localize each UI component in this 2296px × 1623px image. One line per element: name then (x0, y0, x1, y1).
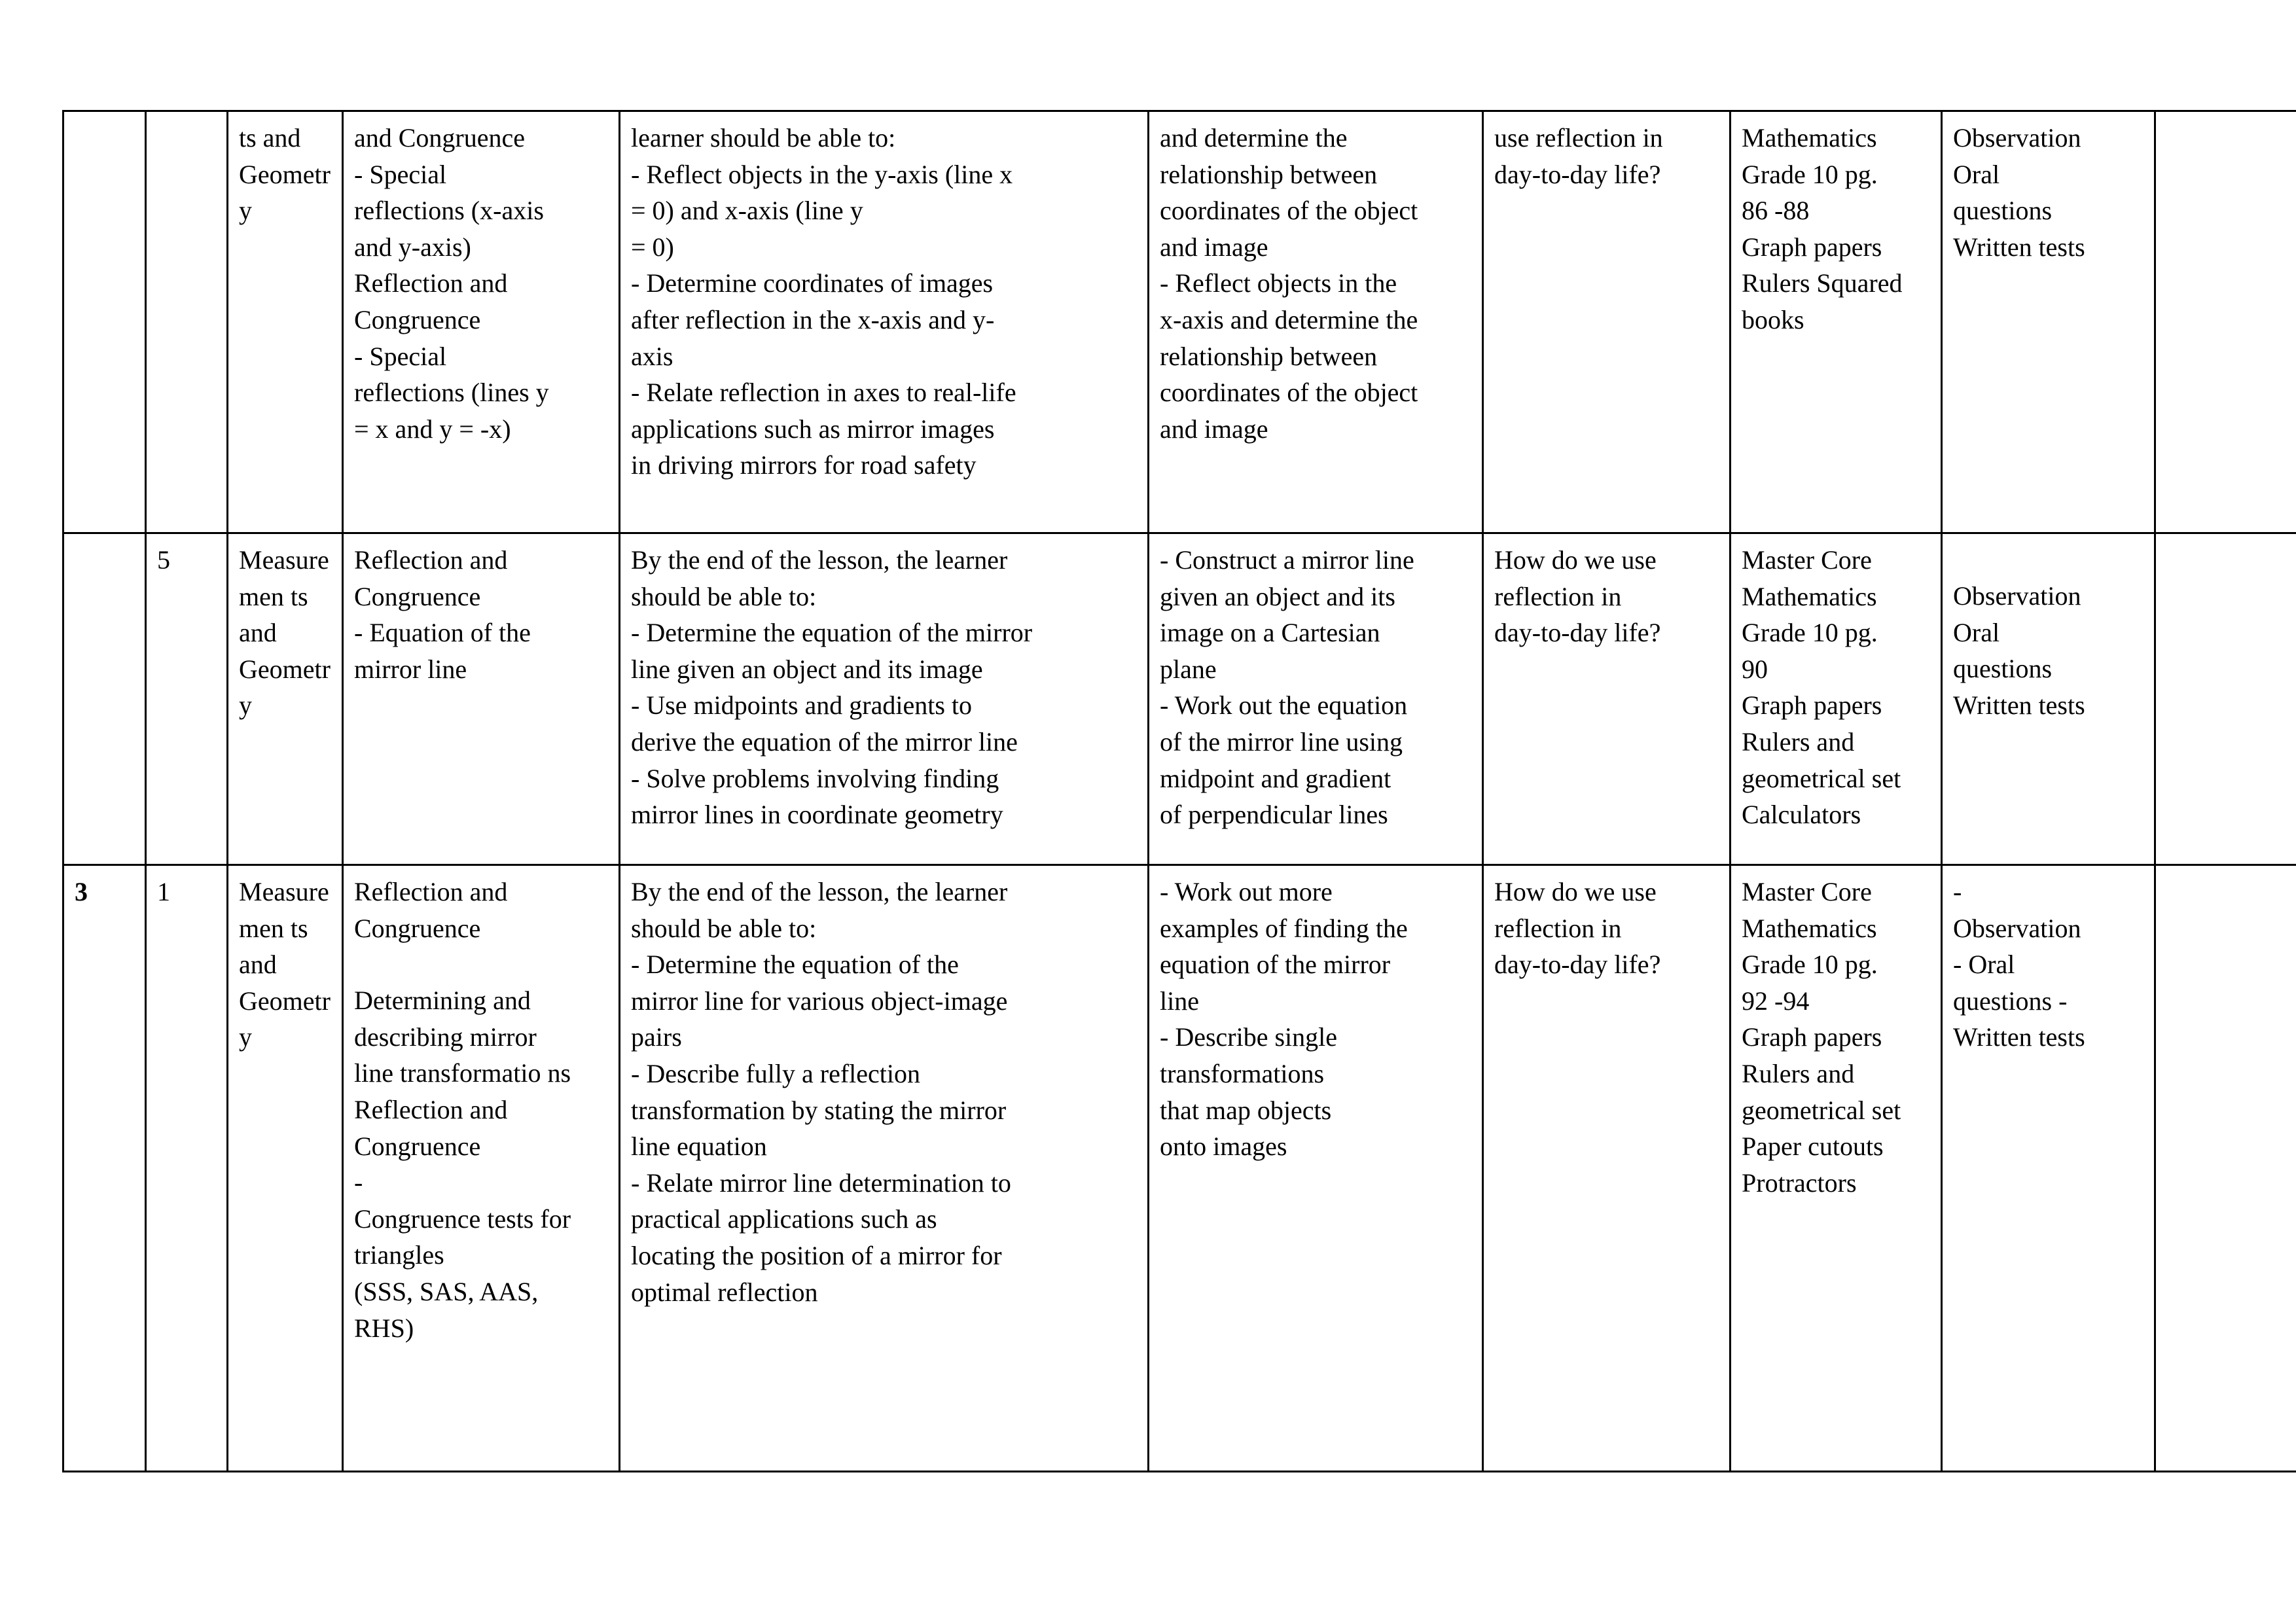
cell-text-line: - Relate mirror line determination to (631, 1168, 1011, 1198)
cell-outcomes (620, 865, 1149, 1472)
cell-text-line: and determine the (1160, 123, 1348, 152)
cell-text-line: 86 -88 (1742, 196, 1810, 226)
cell-text-line: Geometry (239, 654, 331, 721)
cell-text-line: Graph papers (1742, 1022, 1882, 1052)
cell-text-line: - Special (354, 159, 447, 189)
cell-text-line: - Use midpoints and gradients to (631, 690, 973, 721)
cell-text-line: day-to-day life? (1494, 618, 1661, 648)
cell-text-line: Grade 10 pg. (1742, 950, 1878, 980)
cell-text-line: after reflection in the x-axis and y- (631, 304, 995, 334)
cell-text-line: Rulers and (1742, 726, 1855, 757)
cell-text-line: Reflection and (354, 1094, 508, 1124)
cell-text-line: - Reflect objects in the y-axis (line x (631, 159, 1013, 189)
cell-assessment (1942, 111, 2155, 533)
cell-text-line: Congruence (354, 304, 481, 334)
cell-text-line: Observation (1953, 913, 2081, 943)
cell-text-line: geometrical set (1742, 763, 1901, 793)
cell-text-line: reflection in (1494, 581, 1622, 611)
cell-text-line: Rulers and (1742, 1058, 1855, 1088)
cell-text-line: - Equation of the (354, 618, 531, 648)
table-body (63, 111, 2296, 1472)
cell-text-line: x-axis and determine the (1160, 304, 1418, 334)
cell-resources (1731, 533, 1942, 865)
cell-text-line: Congruence (354, 913, 481, 943)
cell-text-line: Mathematics (1742, 581, 1877, 611)
cell-text-line: Reflection and (354, 268, 508, 298)
cell-text-line: Rulers Squared (1742, 268, 1903, 298)
cell-text-line: Mathematics (1742, 913, 1877, 943)
cell-text-line: locating the position of a mirror for (631, 1240, 1002, 1270)
cell-text-line: Oral (1953, 617, 2000, 647)
cell-strand (228, 111, 343, 533)
cell-text-line: derive the equation of the mirror line (631, 726, 1018, 757)
cell-text-line: coordinates of the object (1160, 196, 1418, 226)
cell-text-line: equation of the mirror (1160, 950, 1391, 980)
cell-week: 3 (63, 865, 146, 1472)
cell-strand (228, 533, 343, 865)
cell-text-line: (SSS, SAS, AAS, (354, 1276, 539, 1306)
cell-assessment (1942, 865, 2155, 1472)
cell-text-line (1953, 542, 2145, 578)
cell-text-line: Grade 10 pg. (1742, 618, 1878, 648)
cell-text-line: pairs (631, 1022, 682, 1052)
cell-week (63, 111, 146, 533)
cell-outcomes (620, 533, 1149, 865)
cell-text-line: Master Core (1742, 545, 1872, 575)
cell-text-line: geometrical set (1742, 1095, 1901, 1125)
cell-substrand (343, 865, 620, 1472)
cell-text-line: mirror lines in coordinate geometry (631, 800, 1003, 830)
cell-text-line: - Determine the equation of the mirror (631, 618, 1033, 648)
cell-text-line: Graph papers (1742, 690, 1882, 721)
cell-text-line: - Reflect objects in the (1160, 268, 1397, 298)
cell-reflection (2155, 533, 2296, 865)
cell-text-line: triangles (354, 1240, 444, 1270)
cell-text-line: examples of finding the (1160, 913, 1408, 943)
cell-text-line: How do we use (1494, 877, 1657, 906)
cell-text-line: applications such as mirror images (631, 414, 995, 444)
cell-reflection (2155, 865, 2296, 1472)
cell-text-line: optimal reflection (631, 1277, 818, 1307)
cell-text-line: men ts (239, 581, 308, 611)
cell-experiences (1149, 533, 1483, 865)
cell-text-line: Master Core (1742, 877, 1872, 906)
cell-text-line: - Relate reflection in axes to real-life (631, 378, 1016, 408)
cell-text-line: transformations (1160, 1058, 1325, 1088)
cell-text-line: RHS) (354, 1313, 414, 1343)
cell-text-line: and (239, 618, 277, 648)
cell-text-line: onto images (1160, 1132, 1287, 1162)
cell-text-line: = 0) (631, 232, 674, 262)
cell-text-line: - Special (354, 341, 447, 371)
cell-text-line: Congruence (354, 581, 481, 611)
cell-text-line: Reflection and (354, 877, 508, 906)
cell-text-line: use reflection in (1494, 123, 1663, 152)
cell-text-line: line equation (631, 1132, 767, 1162)
cell-text-line: Mathematics (1742, 123, 1877, 152)
cell-text-line: and y-axis) (354, 232, 471, 262)
cell-substrand (343, 111, 620, 533)
cell-experiences (1149, 111, 1483, 533)
cell-text-line: plane (1160, 654, 1217, 684)
cell-text-line: transformation by stating the mirror (631, 1095, 1007, 1125)
cell-text-line: should be able to: (631, 581, 817, 611)
cell-text-line: - Solve problems involving finding (631, 763, 999, 793)
cell-text-line: reflection in (1494, 913, 1622, 943)
cell-text-line: practical applications such as (631, 1204, 937, 1234)
cell-week (63, 533, 146, 865)
cell-text-line: and Congruence (354, 123, 526, 152)
cell-text-line: Grade 10 pg. (1742, 159, 1878, 189)
table-row (63, 865, 2296, 1472)
cell-strand (228, 865, 343, 1472)
cell-resources (1731, 111, 1942, 533)
table-row (63, 111, 2296, 533)
cell-inquiry (1483, 533, 1731, 865)
cell-text-line: and (239, 950, 277, 980)
cell-text-line: By the end of the lesson, the learner (631, 545, 1008, 575)
cell-text-line: questions (1953, 654, 2053, 684)
cell-text-line: Written tests (1953, 1022, 2085, 1052)
cell-text-line: books (1742, 304, 1804, 334)
cell-text-line: Congruence (354, 1131, 481, 1161)
cell-text-line: questions (1953, 196, 2053, 226)
cell-text-line: Graph papers (1742, 232, 1882, 262)
cell-text-line: of perpendicular lines (1160, 800, 1388, 830)
cell-text-line: Reflection and (354, 545, 508, 575)
cell-text-line: - Work out the equation (1160, 690, 1408, 721)
cell-inquiry (1483, 111, 1731, 533)
cell-text-line: and image (1160, 232, 1268, 262)
cell-text-line: - Describe fully a reflection (631, 1058, 921, 1088)
cell-text-line: 92 -94 (1742, 986, 1810, 1016)
cell-text-line: reflections (lines y (354, 378, 549, 408)
cell-text-line: men ts (239, 913, 308, 943)
cell-text-line: should be able to: (631, 913, 817, 943)
cell-text-line: line transformatio ns (354, 1058, 571, 1088)
cell-text-line: 90 (1742, 654, 1768, 684)
cell-text-line: - Work out more (1160, 877, 1333, 906)
cell-text-line: - Construct a mirror line (1160, 545, 1414, 575)
cell-outcomes (620, 111, 1149, 533)
table-row (63, 533, 2296, 865)
cell-text-line: Measure (239, 877, 329, 906)
cell-text-line: questions - (1953, 986, 2068, 1016)
cell-text-line: = 0) and x-axis (line y (631, 196, 863, 226)
cell-text-line: axis (631, 341, 673, 371)
cell-text-line: midpoint and gradient (1160, 763, 1391, 793)
cell-experiences (1149, 865, 1483, 1472)
cell-substrand (343, 533, 620, 865)
cell-text-line: - Oral (1953, 950, 2015, 980)
cell-text-line: ts and (239, 123, 301, 152)
cell-text-line (354, 946, 609, 982)
cell-text-line: Written tests (1953, 690, 2085, 720)
cell-text-line: Observation (1953, 581, 2081, 611)
cell-text-line: and image (1160, 414, 1268, 444)
cell-assessment (1942, 533, 2155, 865)
cell-text-line: Oral (1953, 159, 2000, 189)
cell-text-line: learner should be able to: (631, 123, 896, 152)
cell-text-line: = x and y = -x) (354, 414, 511, 444)
cell-text-line: in driving mirrors for road safety (631, 450, 977, 480)
cell-text-line: - Describe single (1160, 1022, 1338, 1052)
cell-text-line: describing mirror (354, 1022, 537, 1052)
cell-inquiry (1483, 865, 1731, 1472)
cell-text-line: Observation (1953, 123, 2081, 152)
cell-text-line: day-to-day life? (1494, 950, 1661, 980)
cell-text-line: that map objects (1160, 1095, 1332, 1125)
cell-text-line: given an object and its (1160, 581, 1395, 611)
cell-text-line: coordinates of the object (1160, 378, 1418, 408)
cell-text-line: image on a Cartesian (1160, 618, 1380, 648)
cell-text-line: line given an object and its image (631, 654, 983, 684)
cell-text-line: Paper cutouts (1742, 1132, 1884, 1162)
cell-text-line: of the mirror line using (1160, 726, 1403, 757)
scheme-of-work-table (62, 110, 2296, 1472)
cell-text-line: How do we use (1494, 545, 1657, 575)
cell-text-line: By the end of the lesson, the learner (631, 877, 1008, 906)
cell-text-line: - Determine the equation of the (631, 950, 959, 980)
cell-text-line: relationship between (1160, 159, 1378, 189)
cell-text-line: mirror line for various object-image (631, 986, 1008, 1016)
cell-text-line: reflections (x-axis (354, 196, 544, 226)
cell-text-line: line (1160, 986, 1199, 1016)
cell-text-line: - (354, 1168, 363, 1198)
cell-text-line: Determining and (354, 986, 531, 1016)
cell-text-line: - Determine coordinates of images (631, 268, 994, 298)
cell-text-line: relationship between (1160, 341, 1378, 371)
cell-lesson: 1 (146, 865, 228, 1472)
cell-lesson (146, 111, 228, 533)
cell-text-line: Geometry (239, 986, 331, 1052)
cell-text-line: day-to-day life? (1494, 159, 1661, 189)
cell-resources (1731, 865, 1942, 1472)
cell-text-line: - (1953, 877, 1962, 906)
cell-lesson: 5 (146, 533, 228, 865)
cell-text-line: Measure (239, 545, 329, 575)
cell-text-line: Written tests (1953, 232, 2085, 262)
cell-text-line: Calculators (1742, 800, 1861, 830)
cell-text-line: mirror line (354, 654, 467, 684)
cell-reflection (2155, 111, 2296, 533)
cell-text-line: Congruence tests for (354, 1204, 571, 1234)
cell-text-line: Protractors (1742, 1168, 1857, 1198)
cell-text-line: Geometry (239, 159, 331, 226)
